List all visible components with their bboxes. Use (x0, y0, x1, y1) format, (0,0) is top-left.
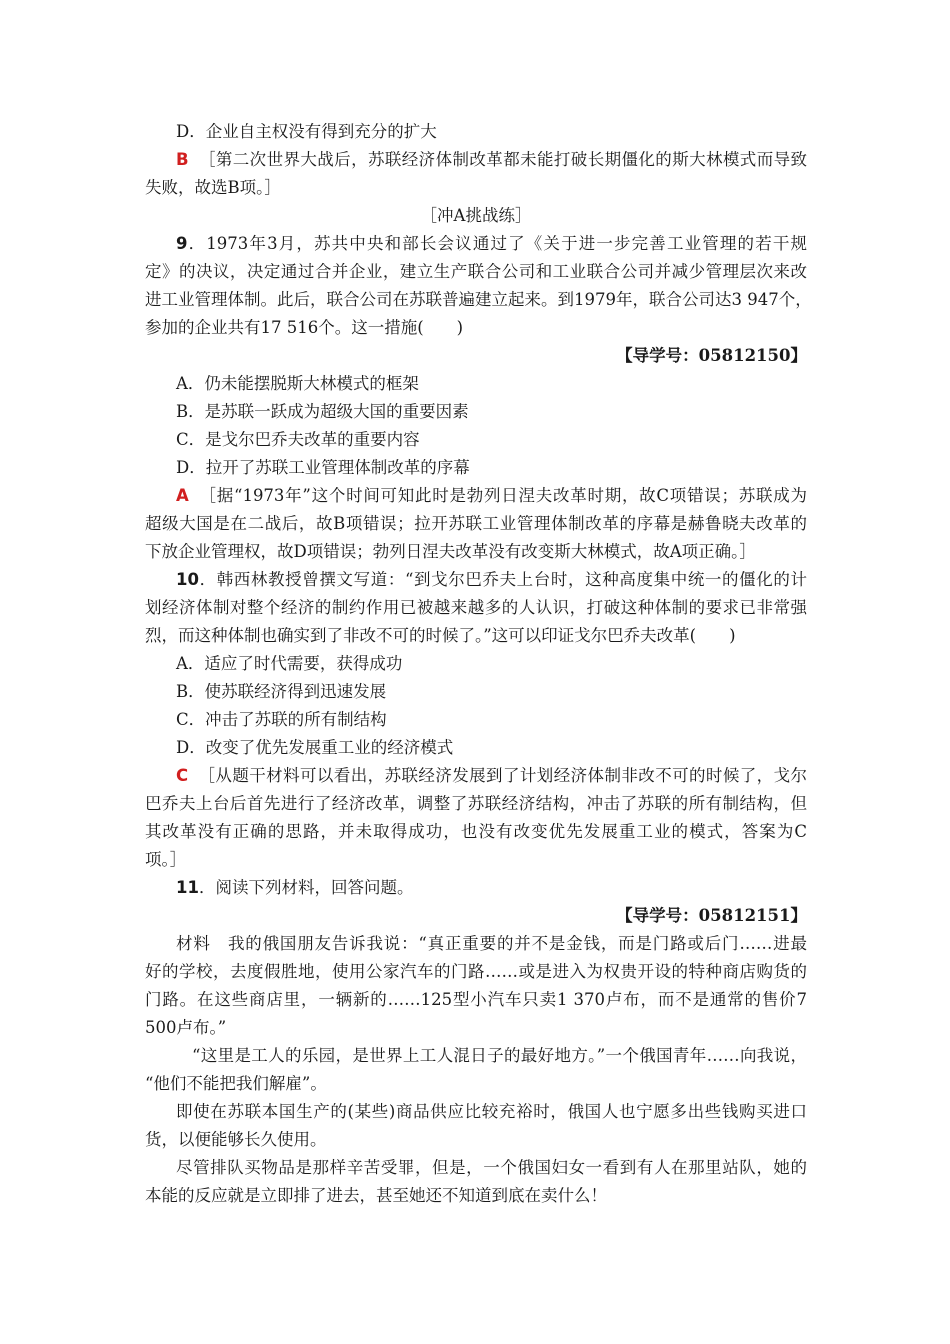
q8-option-d: D．企业自主权没有得到充分的扩大 (176, 122, 437, 141)
q9-number: 9 (176, 234, 188, 253)
q11-guide-number: 【导学号：05812151】 (616, 906, 807, 925)
q10-number: 10 (176, 570, 199, 589)
q9-explanation-1: ［据“1973年”这个时间可知此时是勃列日涅夫改革时期，故C项错误；苏联成为 (198, 486, 807, 505)
q11-material-9: 尽管排队买物品是那样辛苦受罪，但是，一个俄国妇女一看到有人在那里站队，她的 (176, 1158, 807, 1177)
q11-material-6: “他们不能把我们解雇”。 (145, 1074, 327, 1093)
q9-option-b: B．是苏联一跃成为超级大国的重要因素 (176, 402, 469, 421)
q9-option-c: C．是戈尔巴乔夫改革的重要内容 (176, 430, 420, 449)
q11-material-7: 即使在苏联本国生产的(某些)商品供应比较充裕时，俄国人也宁愿多出些钱购买进口 (176, 1102, 807, 1121)
q10-explanation-4: 项。］ (145, 850, 187, 869)
q8-explanation-1: ［第二次世界大战后，苏联经济体制改革都未能打破长期僵化的斯大林模式而导致 (198, 150, 807, 169)
q10-answer-line-1 (176, 765, 807, 787)
section-title: ［冲A挑战练］ (420, 206, 532, 225)
q9-stem-1: ．1973年3月，苏共中央和部长会议通过了《关于进一步完善工业管理的若干规 (187, 234, 807, 253)
q10-explanation-2: 巴乔夫上台后首先进行了经济改革，调整了苏联经济结构，冲击了苏联的所有制结构，但 (145, 794, 807, 813)
q9-stem-3: 进工业管理体制。此后，联合公司在苏联普遍建立起来。到1979年，联合公司达3 947个， (145, 290, 812, 309)
q9-stem-4: 参加的企业共有17 516个。这一措施( ) (145, 318, 464, 337)
q9-answer-letter: A (176, 486, 189, 505)
q10-explanation-1: ［从题干材料可以看出，苏联经济发展到了计划经济体制非改不可的时候了，戈尔 (198, 766, 807, 785)
q10-stem-3: 烈，而这种体制也确实到了非改不可的时候了。”这可以印证戈尔巴乔夫改革( ) (145, 626, 736, 645)
q10-explanation-3: 其改革没有正确的思路，并未取得成功，也没有改变优先发展重工业的模式，答案为C (145, 822, 807, 841)
q10-option-b: B．使苏联经济得到迅速发展 (176, 682, 387, 701)
q11-material-10: 本能的反应就是立即排了进去，甚至她还不知道到底在卖什么！ (145, 1186, 607, 1205)
q11-material-5: “这里是工人的乐园，是世界上工人混日子的最好地方。”一个俄国青年……向我说， (192, 1046, 807, 1065)
q11-material-4: 500卢布。” (145, 1018, 227, 1037)
q10-stem-1: ．韩西林教授曾撰文写道：“到戈尔巴乔夫上台时，这种高度集中统一的僵化的计 (198, 570, 807, 589)
q9-explanation-3: 下放企业管理权，故D项错误；勃列日涅夫改革没有改变斯大林模式，故A项正确。］ (145, 542, 756, 561)
q9-stem-2: 定》的决议，决定通过合并企业，建立生产联合公司和工业联合公司并减少管理层次来改 (145, 262, 807, 281)
q10-answer-letter: C (176, 766, 189, 785)
q11-number: 11 (176, 878, 199, 897)
q10-option-a: A．适应了时代需要，获得成功 (176, 654, 403, 673)
q9-explanation-2: 超级大国是在二战后，故B项错误；拉开苏联工业管理体制改革的序幕是赫鲁晓夫改革的 (145, 514, 807, 533)
q11-material-3: 门路。在这些商店里，一辆新的……125型小汽车只卖1 370卢布，而不是通常的售价7 (145, 990, 807, 1009)
q10-stem-line-1 (176, 569, 807, 591)
q9-guide-number: 【导学号：05812150】 (616, 346, 807, 365)
q11-material-8: 货，以便能够长久使用。 (145, 1130, 327, 1149)
q9-stem-line-1 (176, 233, 807, 255)
q9-answer-line-1 (176, 485, 807, 507)
q10-option-d: D．改变了优先发展重工业的经济模式 (176, 738, 454, 757)
q11-stem: ．阅读下列材料，回答问题。 (198, 878, 414, 897)
q8-answer-letter: B (176, 150, 189, 169)
q10-option-c: C．冲击了苏联的所有制结构 (176, 710, 387, 729)
q11-material-2: 好的学校，去度假胜地，使用公家汽车的门路……或是进入为权贵开设的特种商店购货的 (145, 962, 807, 981)
q8-answer-line-1 (176, 149, 807, 171)
q9-option-a: A．仍未能摆脱斯大林模式的框架 (176, 374, 419, 393)
q8-explanation-2: 失败，故选B项。］ (145, 178, 281, 197)
q9-option-d: D．拉开了苏联工业管理体制改革的序幕 (176, 458, 470, 477)
q11-stem-line (176, 877, 807, 899)
q10-stem-2: 划经济体制对整个经济的制约作用已被越来越多的人认识，打破这种体制的要求已非常强 (145, 598, 807, 617)
q11-material-1: 材料 我的俄国朋友告诉我说：“真正重要的并不是金钱，而是门路或后门……进最 (176, 934, 807, 953)
